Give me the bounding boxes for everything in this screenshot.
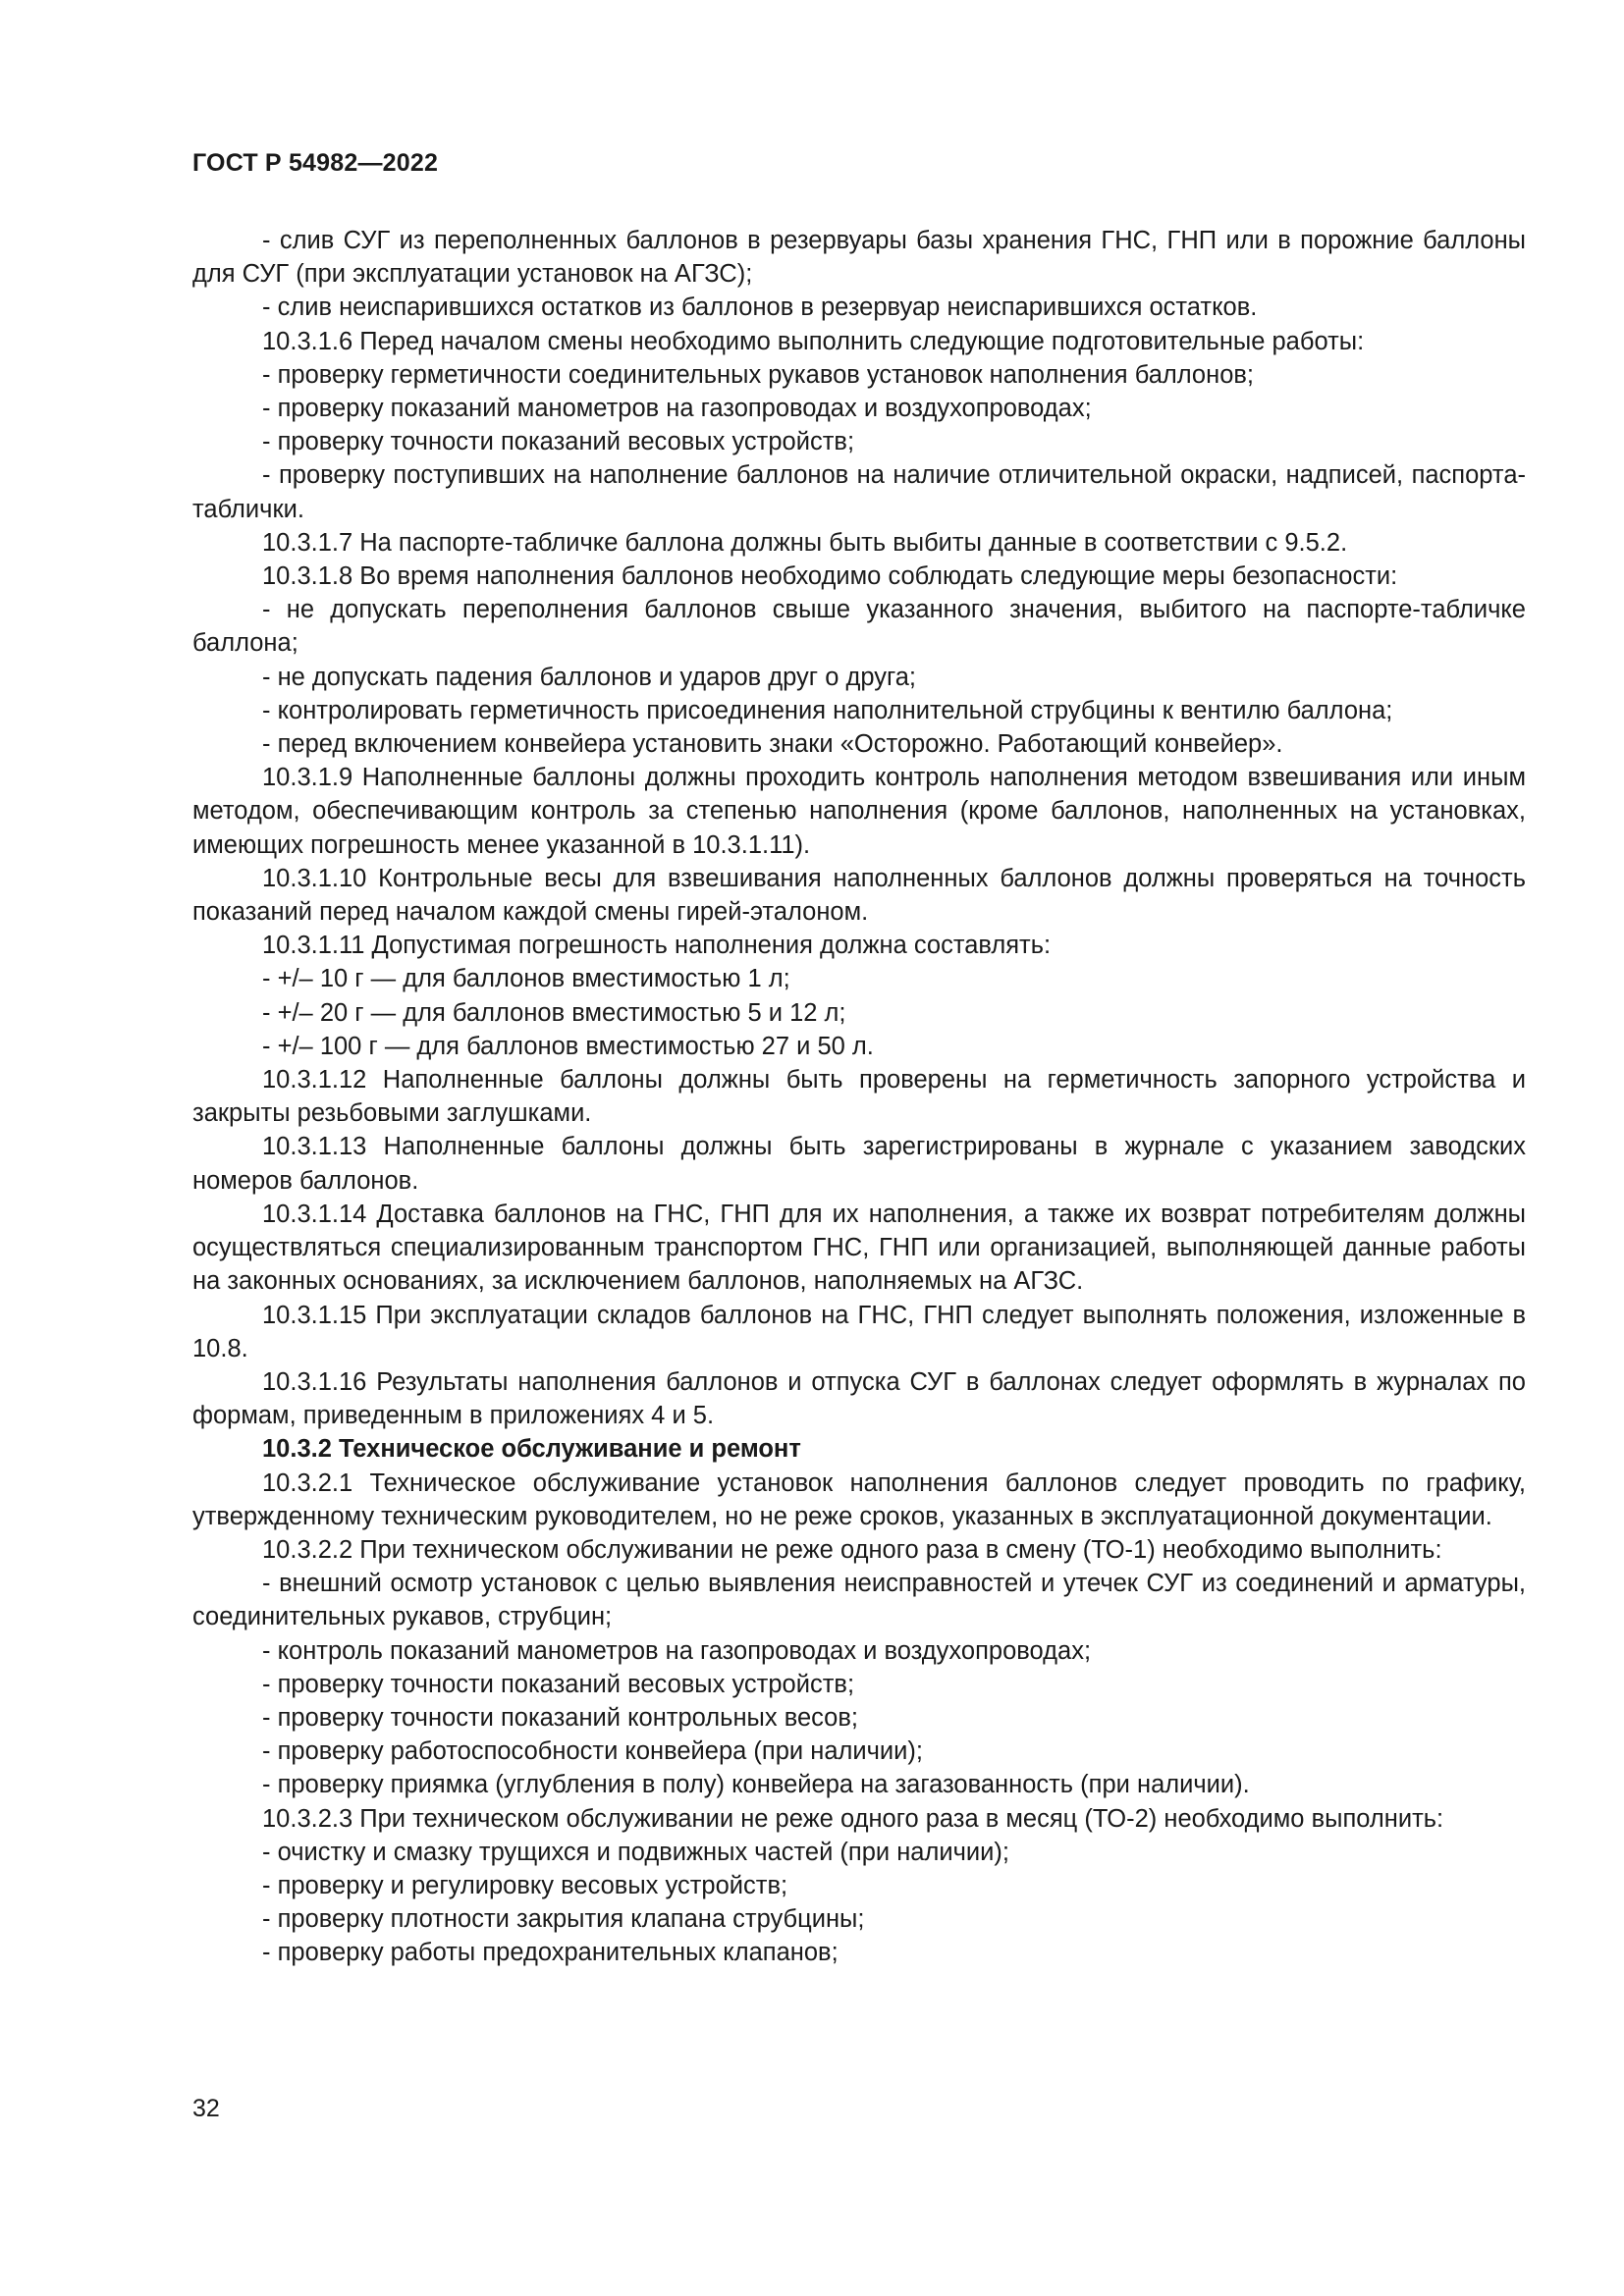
paragraph: 10.3.1.13 Наполненные баллоны должны быть зарегистрированы в журнале с указанием заводских номеров баллонов. bbox=[192, 1133, 1526, 1195]
paragraph: - проверку показаний манометров на газопроводах и воздухопроводах; bbox=[262, 395, 1092, 423]
paragraph: 10.3.1.11 Допустимая погрешность наполнения должна составлять: bbox=[262, 932, 1052, 960]
paragraph: - слив неиспарившихся остатков из баллонов в резервуар неиспарившихся остатков. bbox=[262, 294, 1258, 322]
paragraph: - проверку плотности закрытия клапана струбцины; bbox=[262, 1905, 865, 1934]
paragraph: - проверку работы предохранительных клапанов; bbox=[262, 1939, 839, 1967]
paragraph: 10.3.2.1 Техническое обслуживание установок наполнения баллонов следует проводить по графику, утвержденному техническим руководителем, но не реже сроков, указанных в эксплуатационной документации. bbox=[192, 1468, 1526, 1530]
paragraph: - проверку точности показаний весовых устройств; bbox=[262, 428, 855, 456]
paragraph: - проверку работоспособности конвейера (при наличии); bbox=[262, 1737, 923, 1766]
paragraph: 10.3.2.3 При техническом обслуживании не реже одного раза в месяц (ТО-2) необходимо выполнить: bbox=[262, 1804, 1444, 1833]
paragraph: 10.3.1.10 Контрольные весы для взвешивания наполненных баллонов должны проверяться на точность показаний перед началом каждой смены гирей-эталоном. bbox=[192, 864, 1526, 927]
paragraph: 10.3.1.15 При эксплуатации складов баллонов на ГНС, ГНП следует выполнять положения, изложенные в 10.8. bbox=[192, 1301, 1526, 1362]
paragraph: - проверку и регулировку весовых устройств; bbox=[262, 1871, 788, 1899]
section-heading: 10.3.2 Техническое обслуживание и ремонт bbox=[262, 1435, 801, 1464]
paragraph: - не допускать переполнения баллонов свыше указанного значения, выбитого на паспорте-табличке баллона; bbox=[192, 596, 1526, 658]
paragraph: - +/– 20 г — для баллонов вместимостью 5 и 12 л; bbox=[262, 998, 846, 1027]
paragraph: - проверку точности показаний контрольных весов; bbox=[262, 1703, 858, 1732]
paragraph: - внешний осмотр установок с целью выявления неисправностей и утечек СУГ из соединений и арматуры, соединительных рукавов, струбцин; bbox=[192, 1570, 1526, 1631]
paragraph: - проверку приямка (углубления в полу) конвейера на загазованность (при наличии). bbox=[262, 1771, 1250, 1799]
paragraph: - проверку поступивших на наполнение баллонов на наличие отличительной окраски, надписей, паспорта-таблички. bbox=[192, 461, 1526, 523]
paragraph: - перед включением конвейера установить знаки «Осторожно. Работающий конвейер». bbox=[262, 730, 1283, 759]
document-body bbox=[192, 224, 1526, 1970]
paragraph: - +/– 10 г — для баллонов вместимостью 1 л; bbox=[262, 965, 790, 993]
paragraph: - слив СУГ из переполненных баллонов в резервуары базы хранения ГНС, ГНП или в порожние баллоны для СУГ (при эксплуатации установок на АГЗС); bbox=[192, 227, 1526, 289]
paragraph: - проверку точности показаний весовых устройств; bbox=[262, 1670, 855, 1698]
paragraph: 10.3.1.12 Наполненные баллоны должны быть проверены на герметичность запорного устройства и закрыты резьбовыми заглушками. bbox=[192, 1066, 1526, 1128]
paragraph: - контроль показаний манометров на газопроводах и воздухопроводах; bbox=[262, 1636, 1092, 1665]
paragraph: - контролировать герметичность присоединения наполнительной струбцины к вентилю баллона; bbox=[262, 696, 1393, 724]
paragraph: - очистку и смазку трущихся и подвижных частей (при наличии); bbox=[262, 1838, 1009, 1866]
paragraph: 10.3.1.6 Перед началом смены необходимо выполнить следующие подготовительные работы: bbox=[262, 327, 1365, 355]
page-number: 32 bbox=[192, 2095, 220, 2122]
paragraph: 10.3.1.9 Наполненные баллоны должны проходить контроль наполнения методом взвешивания или иным методом, обеспечивающим контроль за степенью наполнения (кроме баллонов, наполненных на установках, имеющих погрешность менее указанной в 10.3.1.11). bbox=[192, 764, 1526, 859]
paragraph: 10.3.1.8 Во время наполнения баллонов необходимо соблюдать следующие меры безопасности: bbox=[262, 562, 1398, 591]
paragraph: 10.3.1.16 Результаты наполнения баллонов и отпуска СУГ в баллонах следует оформлять в журналах по формам, приведенным в приложениях 4 и 5. bbox=[192, 1367, 1526, 1430]
document-header: ГОСТ Р 54982—2022 bbox=[192, 149, 439, 177]
paragraph: 10.3.2.2 При техническом обслуживании не реже одного раза в смену (ТО-1) необходимо выполнить: bbox=[262, 1535, 1442, 1564]
paragraph: - проверку герметичности соединительных рукавов установок наполнения баллонов; bbox=[262, 360, 1255, 389]
paragraph: 10.3.1.14 Доставка баллонов на ГНС, ГНП для их наполнения, а также их возврат потребителям должны осуществляться специализированным транспортом ГНС, ГНП или организацией, выполняющей данные работы на законных основаниях, за исключением баллонов, наполняемых на АГЗС. bbox=[192, 1200, 1526, 1296]
paragraph: - +/– 100 г — для баллонов вместимостью 27 и 50 л. bbox=[262, 1032, 874, 1060]
paragraph: - не допускать падения баллонов и ударов друг о друга; bbox=[262, 663, 916, 691]
paragraph: 10.3.1.7 На паспорте-табличке баллона должны быть выбиты данные в соответствии с 9.5.2. bbox=[262, 528, 1348, 557]
